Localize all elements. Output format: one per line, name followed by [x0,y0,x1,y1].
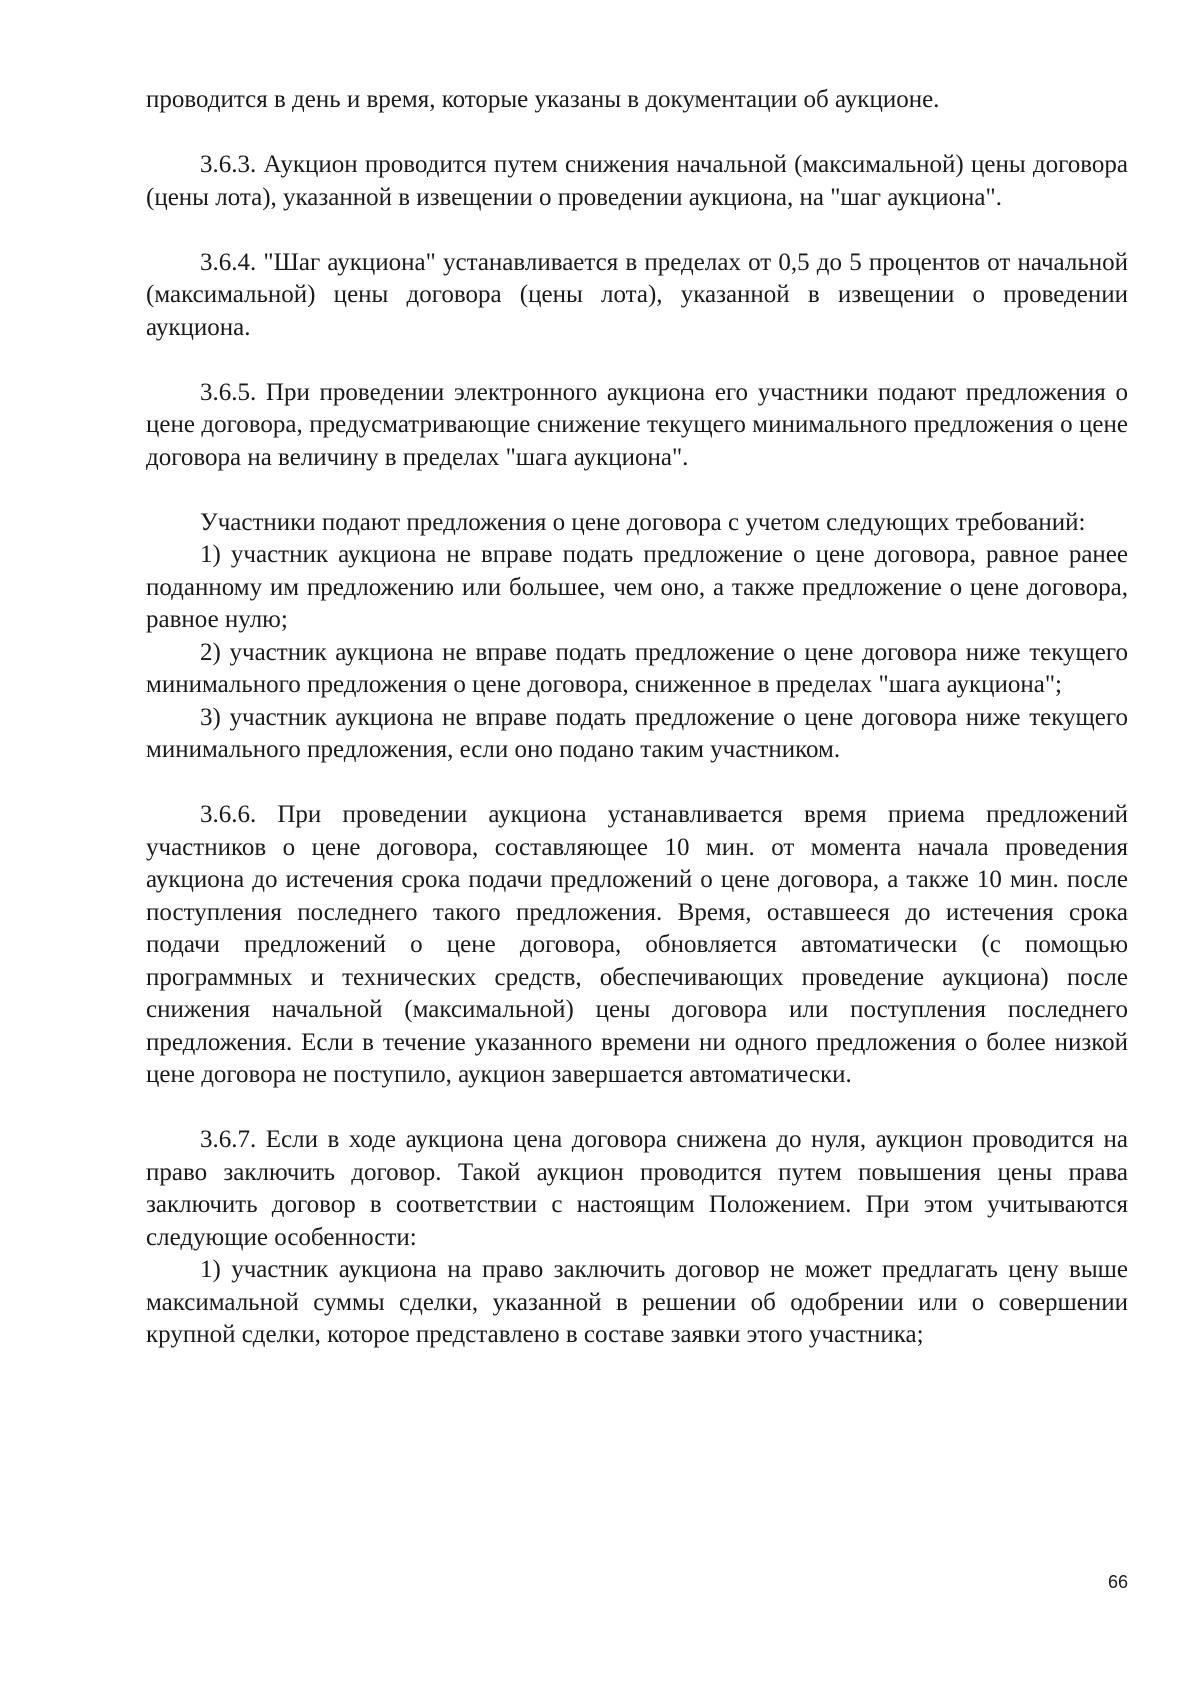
list-item-2: 2) участник аукциона не вправе подать предложение о цене договора ниже текущего минимального предложения о цене договора, сниженное в пределах "шага аукциона"; [146,638,1128,698]
page-number: 66 [1107,1572,1128,1592]
list-item-3: 3) участник аукциона не вправе подать предложение о цене договора ниже текущего минимального предложения, если оно подано таким участником. [146,703,1128,763]
paragraph-3-6-7: 3.6.7. Если в ходе аукциона цена договора снижена до нуля, аукцион проводится на право заключить договор. Такой аукцион проводится путем повышения цены права заключить договор в соответствии с настоящим Положением. При этом учитываются следующие особенности: [146,1126,1128,1251]
paragraph-3-6-6: 3.6.6. При проведении аукциона устанавливается время приема предложений участников о цене договора, составляющее 10 мин. от момента начала проведения аукциона до истечения срока подачи предложений о цене договора, а также 10 мин. после поступления последнего такого предложения. Время, оставшееся до истечения срока подачи предложений о цене договора, обновляется автоматически (с помощью программных и технических средств, обеспечивающих проведение аукциона) после снижения начальной (максимальной) цены договора или поступления последнего предложения. Если в течение указанного времени ни одного предложения о более низкой цене договора не поступило, аукцион завершается автоматически. [146,801,1128,1088]
list-item-1: 1) участник аукциона не вправе подать предложение о цене договора, равное ранее поданному им предложению или большее, чем оно, а также предложение о цене договора, равное нулю; [146,541,1128,633]
paragraph-participants-requirements: Участники подают предложения о цене договора с учетом следующих требований: [200,508,1086,536]
paragraph-3-6-3: 3.6.3. Аукцион проводится путем снижения начальной (максимальной) цены договора (цены лота), указанной в извещении о проведении аукциона, на "шаг аукциона". [146,151,1128,211]
list-item-3-6-7-1: 1) участник аукциона на право заключить договор не может предлагать цену выше максимальной суммы сделки, указанной в решении об одобрении или о совершении крупной сделки, которое представлено в составе заявки этого участника; [146,1256,1128,1348]
document-body [146,84,1128,1352]
paragraph-3-6-4: 3.6.4. "Шаг аукциона" устанавливается в пределах от 0,5 до 5 процентов от начальной (максимальной) цены договора (цены лота), указанной в извещении о проведении аукциона. [146,248,1128,341]
paragraph-3-6-5: 3.6.5. При проведении электронного аукциона его участники подают предложения о цене договора, предусматривающие снижение текущего минимального предложения о цене договора на величину в пределах "шага аукциона". [146,378,1128,471]
paragraph-continuation: проводится в день и время, которые указаны в документации об аукционе. [146,86,940,113]
